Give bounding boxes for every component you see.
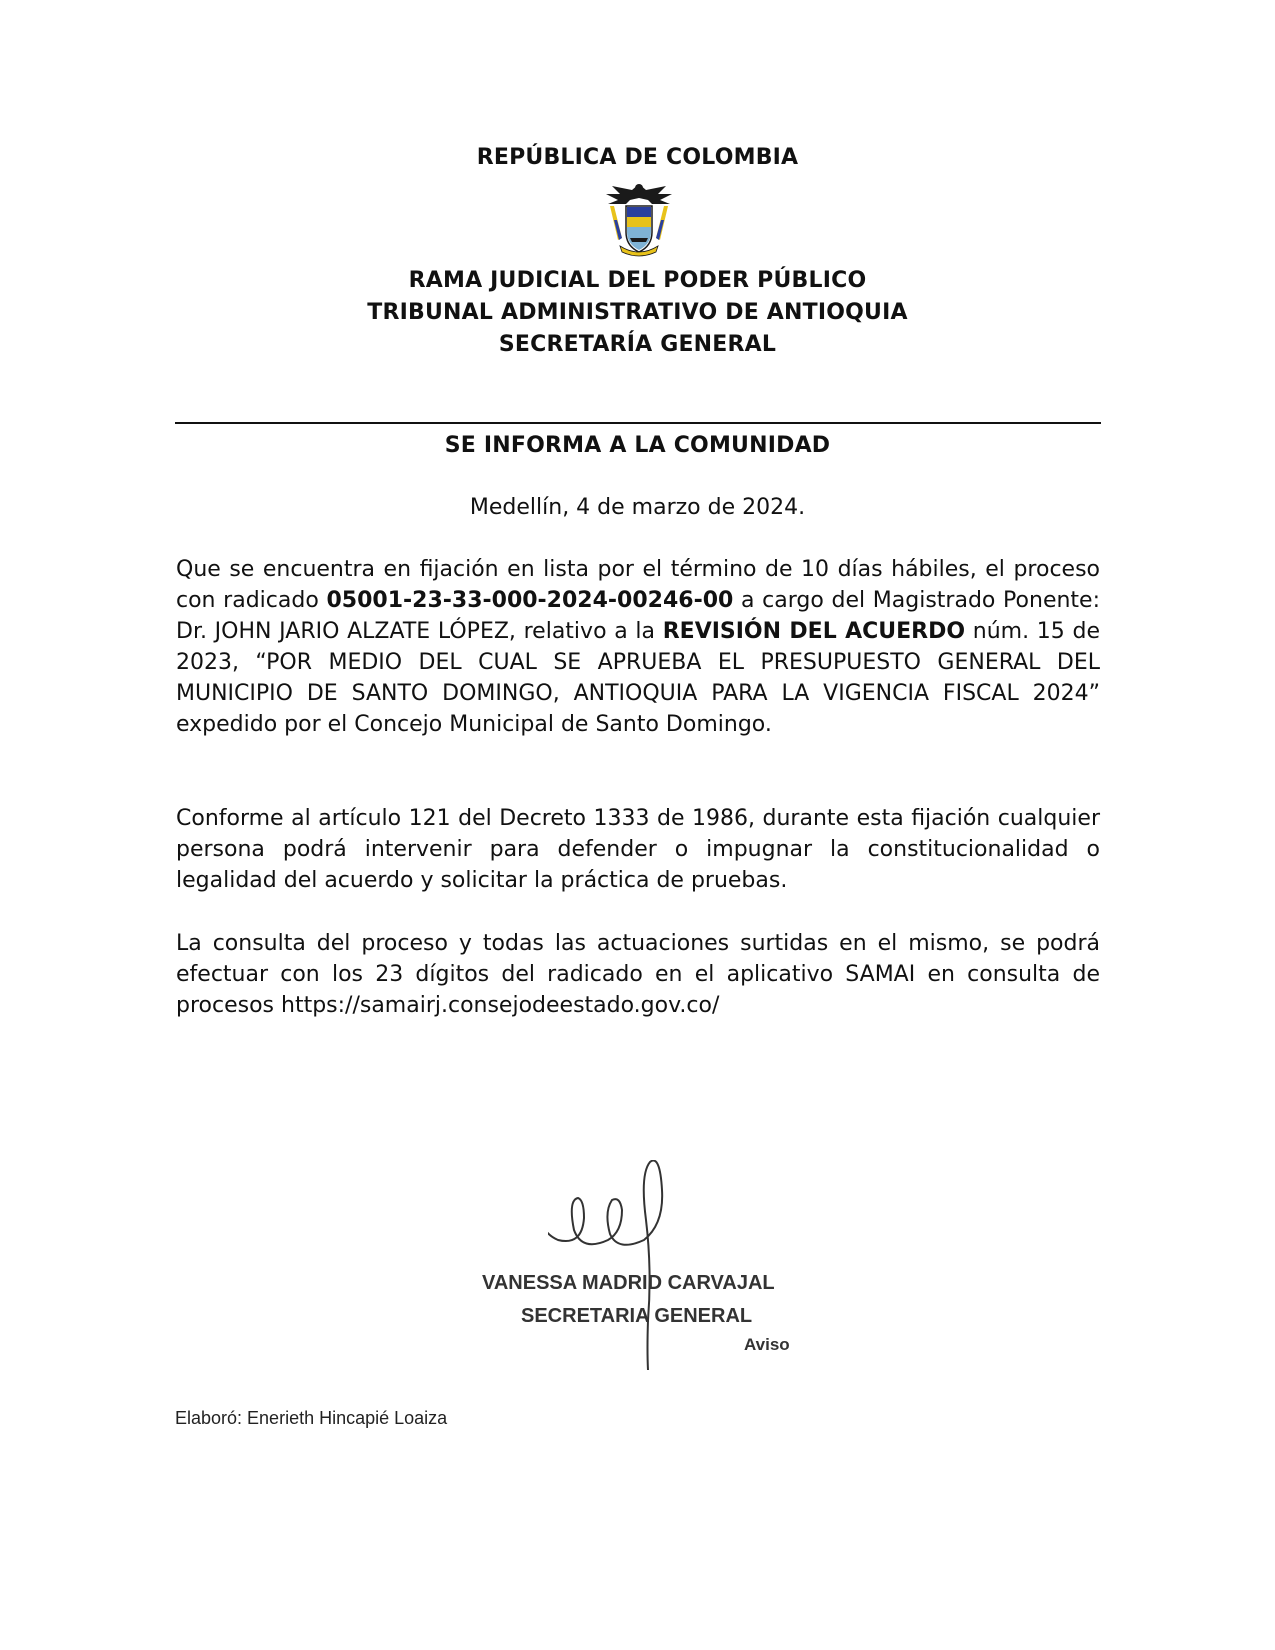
notice-heading: SE INFORMA A LA COMUNIDAD bbox=[444, 433, 831, 458]
office-heading: SECRETARÍA GENERAL bbox=[498, 332, 777, 357]
process-subject: REVISIÓN DEL ACUERDO bbox=[662, 619, 966, 644]
colombia-coat-of-arms-icon bbox=[602, 180, 676, 258]
tribunal-heading: TRIBUNAL ADMINISTRATIVO DE ANTIOQUIA bbox=[367, 300, 908, 325]
signature-note: Aviso bbox=[744, 1335, 790, 1354]
paragraph1-text-c: núm. 15 de 2023, “POR MEDIO DEL CUAL SE APRUEBA EL PRESUPUESTO GENERAL DEL MUNICIPIO DE SANTO DOMINGO, ANTIOQUIA PARA LA VIGENCIA FISCAL 2024” expedido por el Concejo Municipal de Santo Domingo. bbox=[176, 619, 1101, 737]
notice-date: Medellín, 4 de marzo de 2024. bbox=[469, 495, 806, 520]
paragraph-intervention: Conforme al artículo 121 del Decreto 1333 de 1986, durante esta fijación cualquier persona podrá intervenir para defender o impugnar la constitucionalidad o legalidad del acuerdo y solicitar la práctica de pruebas. bbox=[176, 806, 1100, 893]
paragraph1-text-b: a cargo del Magistrado Ponente: Dr. JOHN JARIO ALZATE LÓPEZ, relativo a la bbox=[176, 588, 1100, 644]
radicado-number: 05001-23-33-000-2024-00246-00 bbox=[326, 588, 734, 613]
paragraph-process-notice bbox=[176, 554, 1100, 740]
signer-role: SECRETARIA GENERAL bbox=[521, 1305, 753, 1327]
prepared-by: Elaboró: Enerieth Hincapié Loaiza bbox=[175, 1408, 448, 1428]
signer-name: VANESSA MADRID CARVAJAL bbox=[482, 1272, 775, 1294]
branch-heading: RAMA JUDICIAL DEL PODER PÚBLICO bbox=[408, 268, 867, 293]
paragraph-consultation: La consulta del proceso y todas las actuaciones surtidas en el mismo, se podrá efectuar con los 23 dígitos del radicado en el aplicativo SAMAI en consulta de procesos https://samairj.consejodeestado.gov.co/ bbox=[176, 931, 1100, 1018]
republic-heading: REPÚBLICA DE COLOMBIA bbox=[476, 145, 799, 170]
handwritten-signature bbox=[548, 1160, 728, 1370]
divider bbox=[175, 422, 1101, 424]
paragraph1-text-a: Que se encuentra en fijación en lista por el término de 10 días hábiles, el proceso con radicado bbox=[176, 557, 1100, 613]
